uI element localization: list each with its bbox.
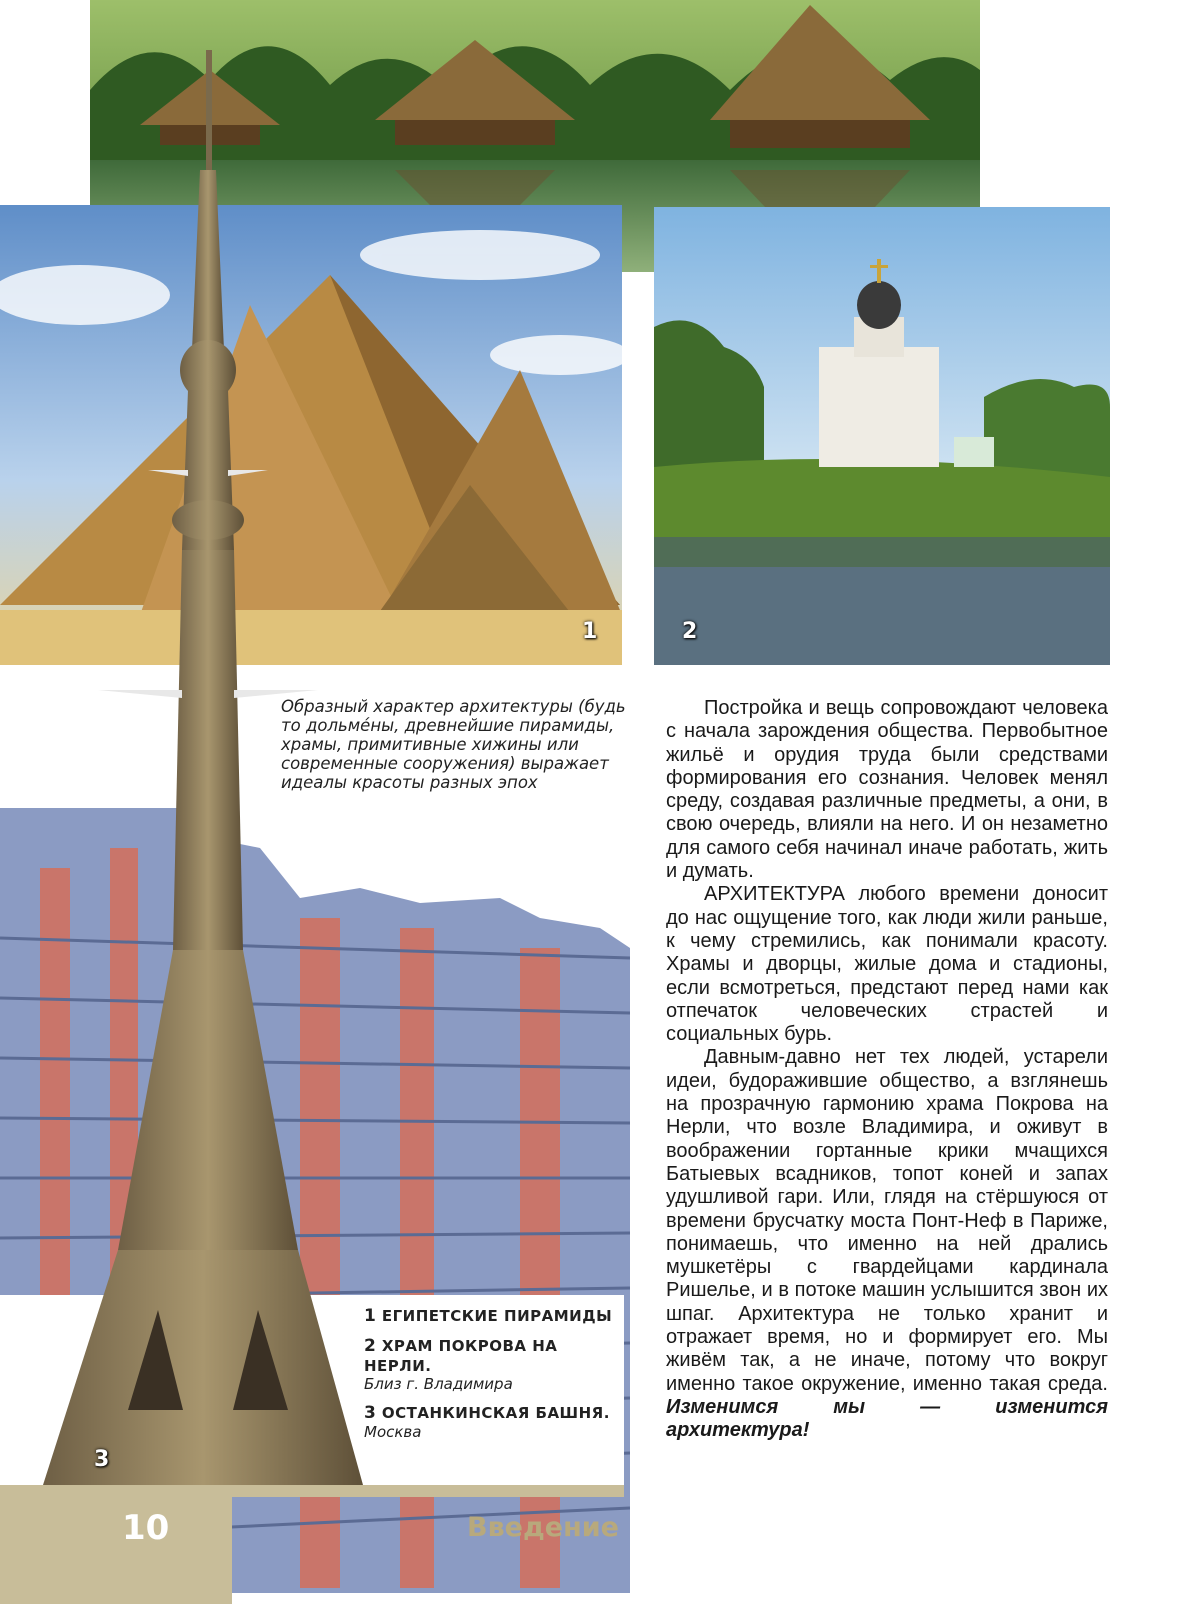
footer-page-band <box>0 1485 232 1604</box>
article-body <box>666 697 1108 1443</box>
legend-sub: Близ г. Владимира <box>364 1375 513 1393</box>
legend-num: 1 <box>364 1306 376 1326</box>
page-number: 10 <box>122 1508 170 1548</box>
article-paragraph-2: АРХИТЕКТУРА любого времени доносит до нас ощущение того, как люди жили раньше, к чему стремились, как понимали красоту. Храмы и дворцы, жилые дома и стадионы, если всмотреться, предстают перед нами как отпечаток человеческих страстей и социальных бурь. <box>666 883 1108 1046</box>
legend-title: ЕГИПЕТСКИЕ ПИРАМИДЫ <box>381 1307 613 1325</box>
photo-number-3: 3 <box>94 1447 110 1472</box>
photo-number-1: 1 <box>582 619 598 644</box>
footer-rule <box>232 1485 624 1497</box>
section-title: Введение <box>467 1512 619 1543</box>
caption-block <box>281 697 626 792</box>
legend-item-2 <box>364 1336 624 1393</box>
article-paragraph-1: Постройка и вещь сопровождают человека с начала зарождения общества. Первобытное жильё и орудия труда были средствами формирования его сознания. Человек менял среду, создавая различные предметы, а они, в свою очередь, влияли на него. И он незаметно для самого себя начинал иначе работать, жить и думать. <box>666 697 1108 883</box>
legend-sub: Москва <box>364 1423 422 1441</box>
legend-num: 2 <box>364 1336 376 1356</box>
legend-item-1 <box>364 1306 624 1326</box>
photo-number-2: 2 <box>682 619 698 644</box>
legend-title: ХРАМ ПОКРОВА НА НЕРЛИ. <box>364 1337 558 1375</box>
legend-title: ОСТАНКИНСКАЯ БАШНЯ. <box>381 1404 610 1422</box>
article-paragraph-3-text: Давным-давно нет тех людей, устарели идеи, будоражившие общество, а взглянешь на прозрачную гармонию храма Покрова на Нерли, что возле Владимира, и оживут в воображении гортанные крики мчащихся Батыевых всадников, топот коней и запах удушливой гари. Или, глядя на стёршуюся от времени брусчатку моста Понт-Неф в Париже, понимаешь, что именно на ней дрались мушкетёры с гвардейцами кардинала Ришелье, и в потоке машин услышится звон их шпаг. Архитектура не только хранит и отражает время, но и формирует его. Мы живём так, а не иначе, потому что вокруг именно такое окружение, именно такая среда. <box>666 1046 1108 1395</box>
photo-church <box>654 207 1110 665</box>
caption-text: Образный характер архитектуры (будь то дольмéны, древнейшие пирамиды, храмы, примитивные хижины или современные сооружения) выражает идеалы красоты разных эпох <box>281 697 626 792</box>
legend-item-3 <box>364 1403 624 1441</box>
photo-legend <box>364 1306 624 1451</box>
article-emphasis: Изменимся мы — изменится архитектура! <box>666 1395 1108 1442</box>
article-paragraph-3 <box>666 1046 1108 1442</box>
legend-num: 3 <box>364 1403 376 1423</box>
